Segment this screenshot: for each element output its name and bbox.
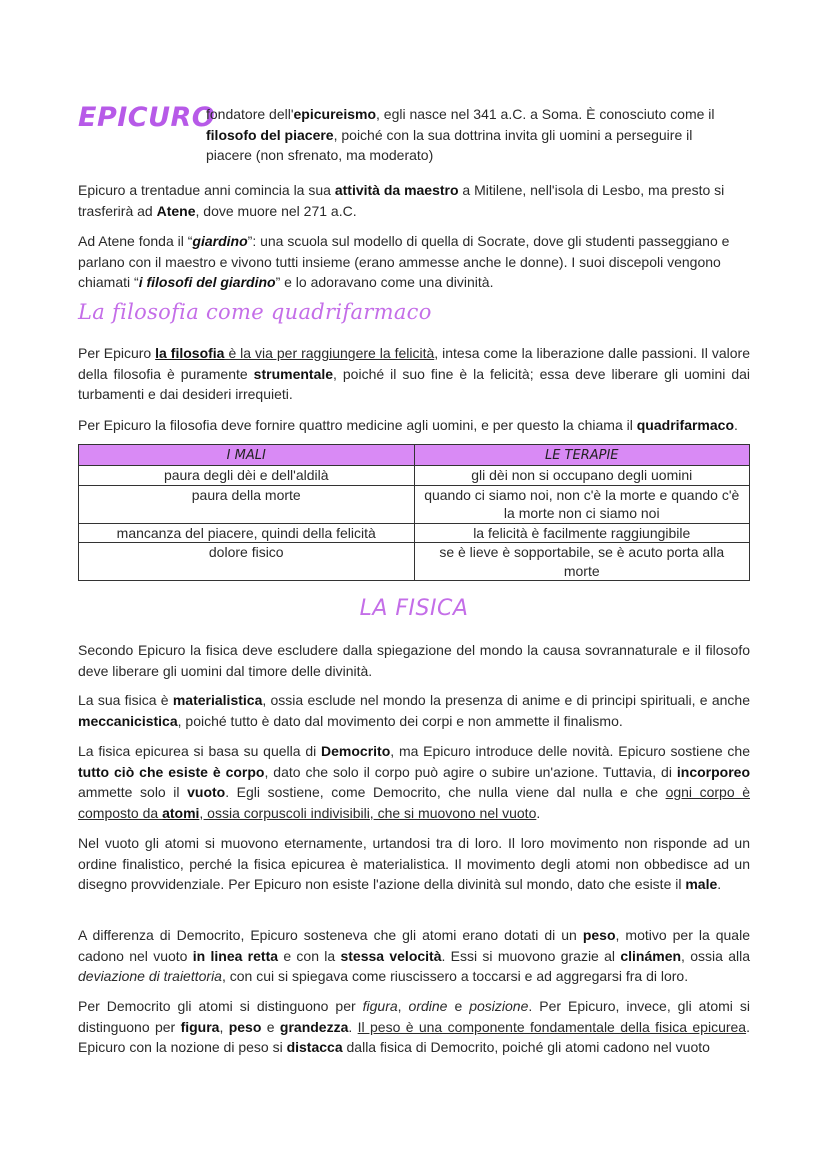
text-span: Per Democrito gli atomi si distinguono per — [78, 998, 363, 1014]
table-row — [79, 485, 750, 523]
paragraph-2 — [78, 231, 750, 293]
table-header-row — [79, 445, 750, 466]
column-header-mali: I MALI — [79, 445, 415, 466]
text: , poiché con la sua dottrina invita gli uomini a perseguire il piacere (non sfrenato, ma moderato) — [206, 126, 693, 163]
text-span: ogni corpo è composto da — [78, 784, 750, 821]
text-span: ordine — [408, 998, 448, 1014]
text-span: . Per Epicuro, invece, gli atomi si distinguono per — [78, 998, 750, 1035]
text-span: , dove muore nel 271 a.C. — [195, 202, 357, 219]
text-span: , ossia corpuscoli indivisibili, che si muovono nel vuoto — [199, 804, 537, 821]
text-span: , ossia esclude nel mondo la presenza di anime e di principi spirituali, e anche — [262, 692, 750, 708]
text-span: strumentale — [253, 365, 334, 382]
text-span: La sua fisica è — [78, 692, 173, 708]
text-span: atomi — [162, 804, 200, 821]
text: fondatore dell' — [206, 106, 294, 122]
table-cell: quando ci siamo noi, non c'è la morte e quando c'è la morte non ci siamo noi — [414, 485, 750, 523]
table-cell: la felicità è facilmente raggiungibile — [414, 523, 750, 543]
text-span: ammette solo il — [78, 784, 188, 800]
text-span: materialistica — [172, 692, 263, 708]
text-span: . Epicuro con la nozione di peso si — [78, 1018, 750, 1055]
table-row — [79, 543, 750, 581]
text-span: . — [717, 876, 722, 892]
text-span: la filosofia — [155, 345, 225, 361]
table-cell: gli dèi non si occupano degli uomini — [414, 466, 750, 486]
text-span: Il peso è una componente fondamentale della fisica epicurea — [357, 1018, 747, 1035]
intro-text — [206, 104, 726, 166]
text-span: incorporeo — [676, 763, 750, 780]
text-span: ”: una scuola sul modello di quella di Socrate, dove gli studenti passeggiano e parlano con il maestro e vivono tutti insieme (erano ammesse anche le donne). I suoi discepoli vengono chiamati “ — [78, 233, 730, 290]
text-span: . Egli sostiene, come Democrito, che nulla viene dal nulla e che — [225, 784, 666, 800]
paragraph-8 — [78, 833, 750, 895]
text-span: Per Epicuro — [78, 345, 156, 361]
text-span: , poiché il suo fine è la felicità; essa deve liberare gli uomini dai turbamenti e dai desideri irrequieti. — [78, 365, 750, 402]
text-span: distacca — [286, 1039, 343, 1055]
bold-term: filosofo del piacere — [206, 126, 334, 143]
text-span: attività da maestro — [334, 182, 459, 198]
paragraph-4 — [78, 415, 750, 436]
text-span: quadrifarmaco — [636, 417, 734, 433]
column-header-terapie: LE TERAPIE — [414, 445, 750, 466]
text-span: clinámen — [620, 947, 682, 964]
text-span: deviazione di traiettoria — [78, 968, 222, 984]
text-span: figura — [180, 1018, 220, 1035]
text-span: meccanicistica — [78, 712, 178, 729]
paragraph-9 — [78, 925, 750, 987]
table-row — [79, 523, 750, 543]
text-span: La fisica epicurea si basa su quella di — [78, 743, 322, 759]
text-span: , poiché tutto è dato dal movimento dei corpi e non ammette il finalismo. — [177, 712, 623, 729]
text-span: stessa velocità — [340, 947, 442, 964]
text: , egli nasce nel 341 a.C. a Soma. È conosciuto come il — [376, 106, 715, 122]
text-span: ” e lo adoravano come una divinità. — [275, 274, 494, 290]
text-span: , ma Epicuro introduce delle novità. Epicuro sostiene che — [390, 743, 751, 759]
text-span: a Mitilene, nell'isola di Lesbo, ma presto si trasferirà ad — [78, 182, 725, 219]
table-cell: dolore fisico — [79, 543, 415, 581]
text-span: Per Epicuro la filosofia deve fornire quattro medicine agli uomini, e per questo la chiama il — [78, 417, 637, 433]
text-span: A differenza di Democrito, Epicuro sosteneva che gli atomi erano dotati di un — [78, 927, 583, 943]
text-span: Ad Atene fonda il “ — [78, 233, 193, 249]
text-span: , — [219, 1018, 229, 1035]
text-span: e — [261, 1018, 280, 1035]
paragraph-10 — [78, 996, 750, 1058]
section-title-quadrifarmaco: La filosofia come quadrifarmaco — [78, 300, 432, 324]
text-span: grandezza — [279, 1018, 349, 1035]
text-span: è la via per raggiungere la felicità — [224, 345, 435, 361]
text-span: . — [536, 804, 541, 821]
text-span: . — [348, 1018, 358, 1035]
quadrifarmaco-table — [78, 444, 750, 581]
paragraph-6 — [78, 690, 750, 731]
header — [78, 100, 750, 170]
text-span: figura — [362, 998, 398, 1014]
text-span: Epicuro a trentadue anni comincia la sua — [78, 182, 335, 198]
text-span: Nel vuoto gli atomi si muovono eternamente, urtandosi tra di loro. Il loro movimento non risponde ad un ordine finalistico, perché la fisica epicurea è materialistica. Il movimento degli atomi non obbedisce ad un disegno provvidenziale. Per Epicuro non esiste l'azione della divinità sul mondo, dato che esiste il — [78, 835, 750, 892]
text-span: , — [397, 998, 409, 1014]
text-span: male — [685, 876, 718, 892]
text-span: vuoto — [187, 784, 226, 800]
text-span: in linea retta — [192, 947, 279, 964]
text-span: . Essi si muovono grazie al — [441, 947, 621, 964]
text-span: , ossia alla — [681, 947, 751, 964]
text-span: , motivo per la quale cadono nel vuoto — [78, 927, 750, 964]
text-span: Secondo Epicuro la fisica deve escludere dalla spiegazione del mondo la causa sovrannaturale e il filosofo deve liberare gli uomini dal timore delle divinità. — [78, 642, 750, 679]
text-span: , dato che solo il corpo può agire o subire un'azione. Tuttavia, di — [264, 763, 677, 780]
text-span: peso — [228, 1018, 262, 1035]
table-cell: paura della morte — [79, 485, 415, 523]
text-span: peso — [582, 927, 616, 943]
text-span: tutto ciò che esiste è corpo — [78, 763, 265, 780]
text-span: Democrito — [321, 743, 391, 759]
table-row — [79, 466, 750, 486]
text-span: . — [734, 417, 738, 433]
text-span: giardino — [192, 233, 248, 249]
text-span: , intesa come la liberazione dalle passioni. Il valore della filosofia è puramente — [78, 345, 751, 382]
text-span: dalla fisica di Democrito, poiché gli atomi cadono nel vuoto — [342, 1039, 710, 1055]
paragraph-7 — [78, 741, 750, 823]
text-span: e con la — [278, 947, 341, 964]
text-span: e — [447, 998, 470, 1014]
text-span: , con cui si spiegava come riuscissero a toccarsi e ad aggregarsi fra di loro. — [221, 968, 689, 984]
section-title-fisica: LA FISICA — [359, 596, 469, 621]
table-cell: mancanza del piacere, quindi della felicità — [79, 523, 415, 543]
paragraph-3 — [78, 343, 750, 405]
paragraph-5 — [78, 640, 750, 681]
table-cell: paura degli dèi e dell'aldilà — [79, 466, 415, 486]
page-title: EPICURO — [78, 102, 216, 133]
paragraph-1 — [78, 180, 750, 221]
bold-term: epicureismo — [293, 106, 376, 122]
text-span: Atene — [156, 202, 196, 219]
text-span: i filosofi del giardino — [138, 274, 276, 290]
text-span: posizione — [469, 998, 529, 1014]
table-cell: se è lieve è sopportabile, se è acuto porta alla morte — [414, 543, 750, 581]
